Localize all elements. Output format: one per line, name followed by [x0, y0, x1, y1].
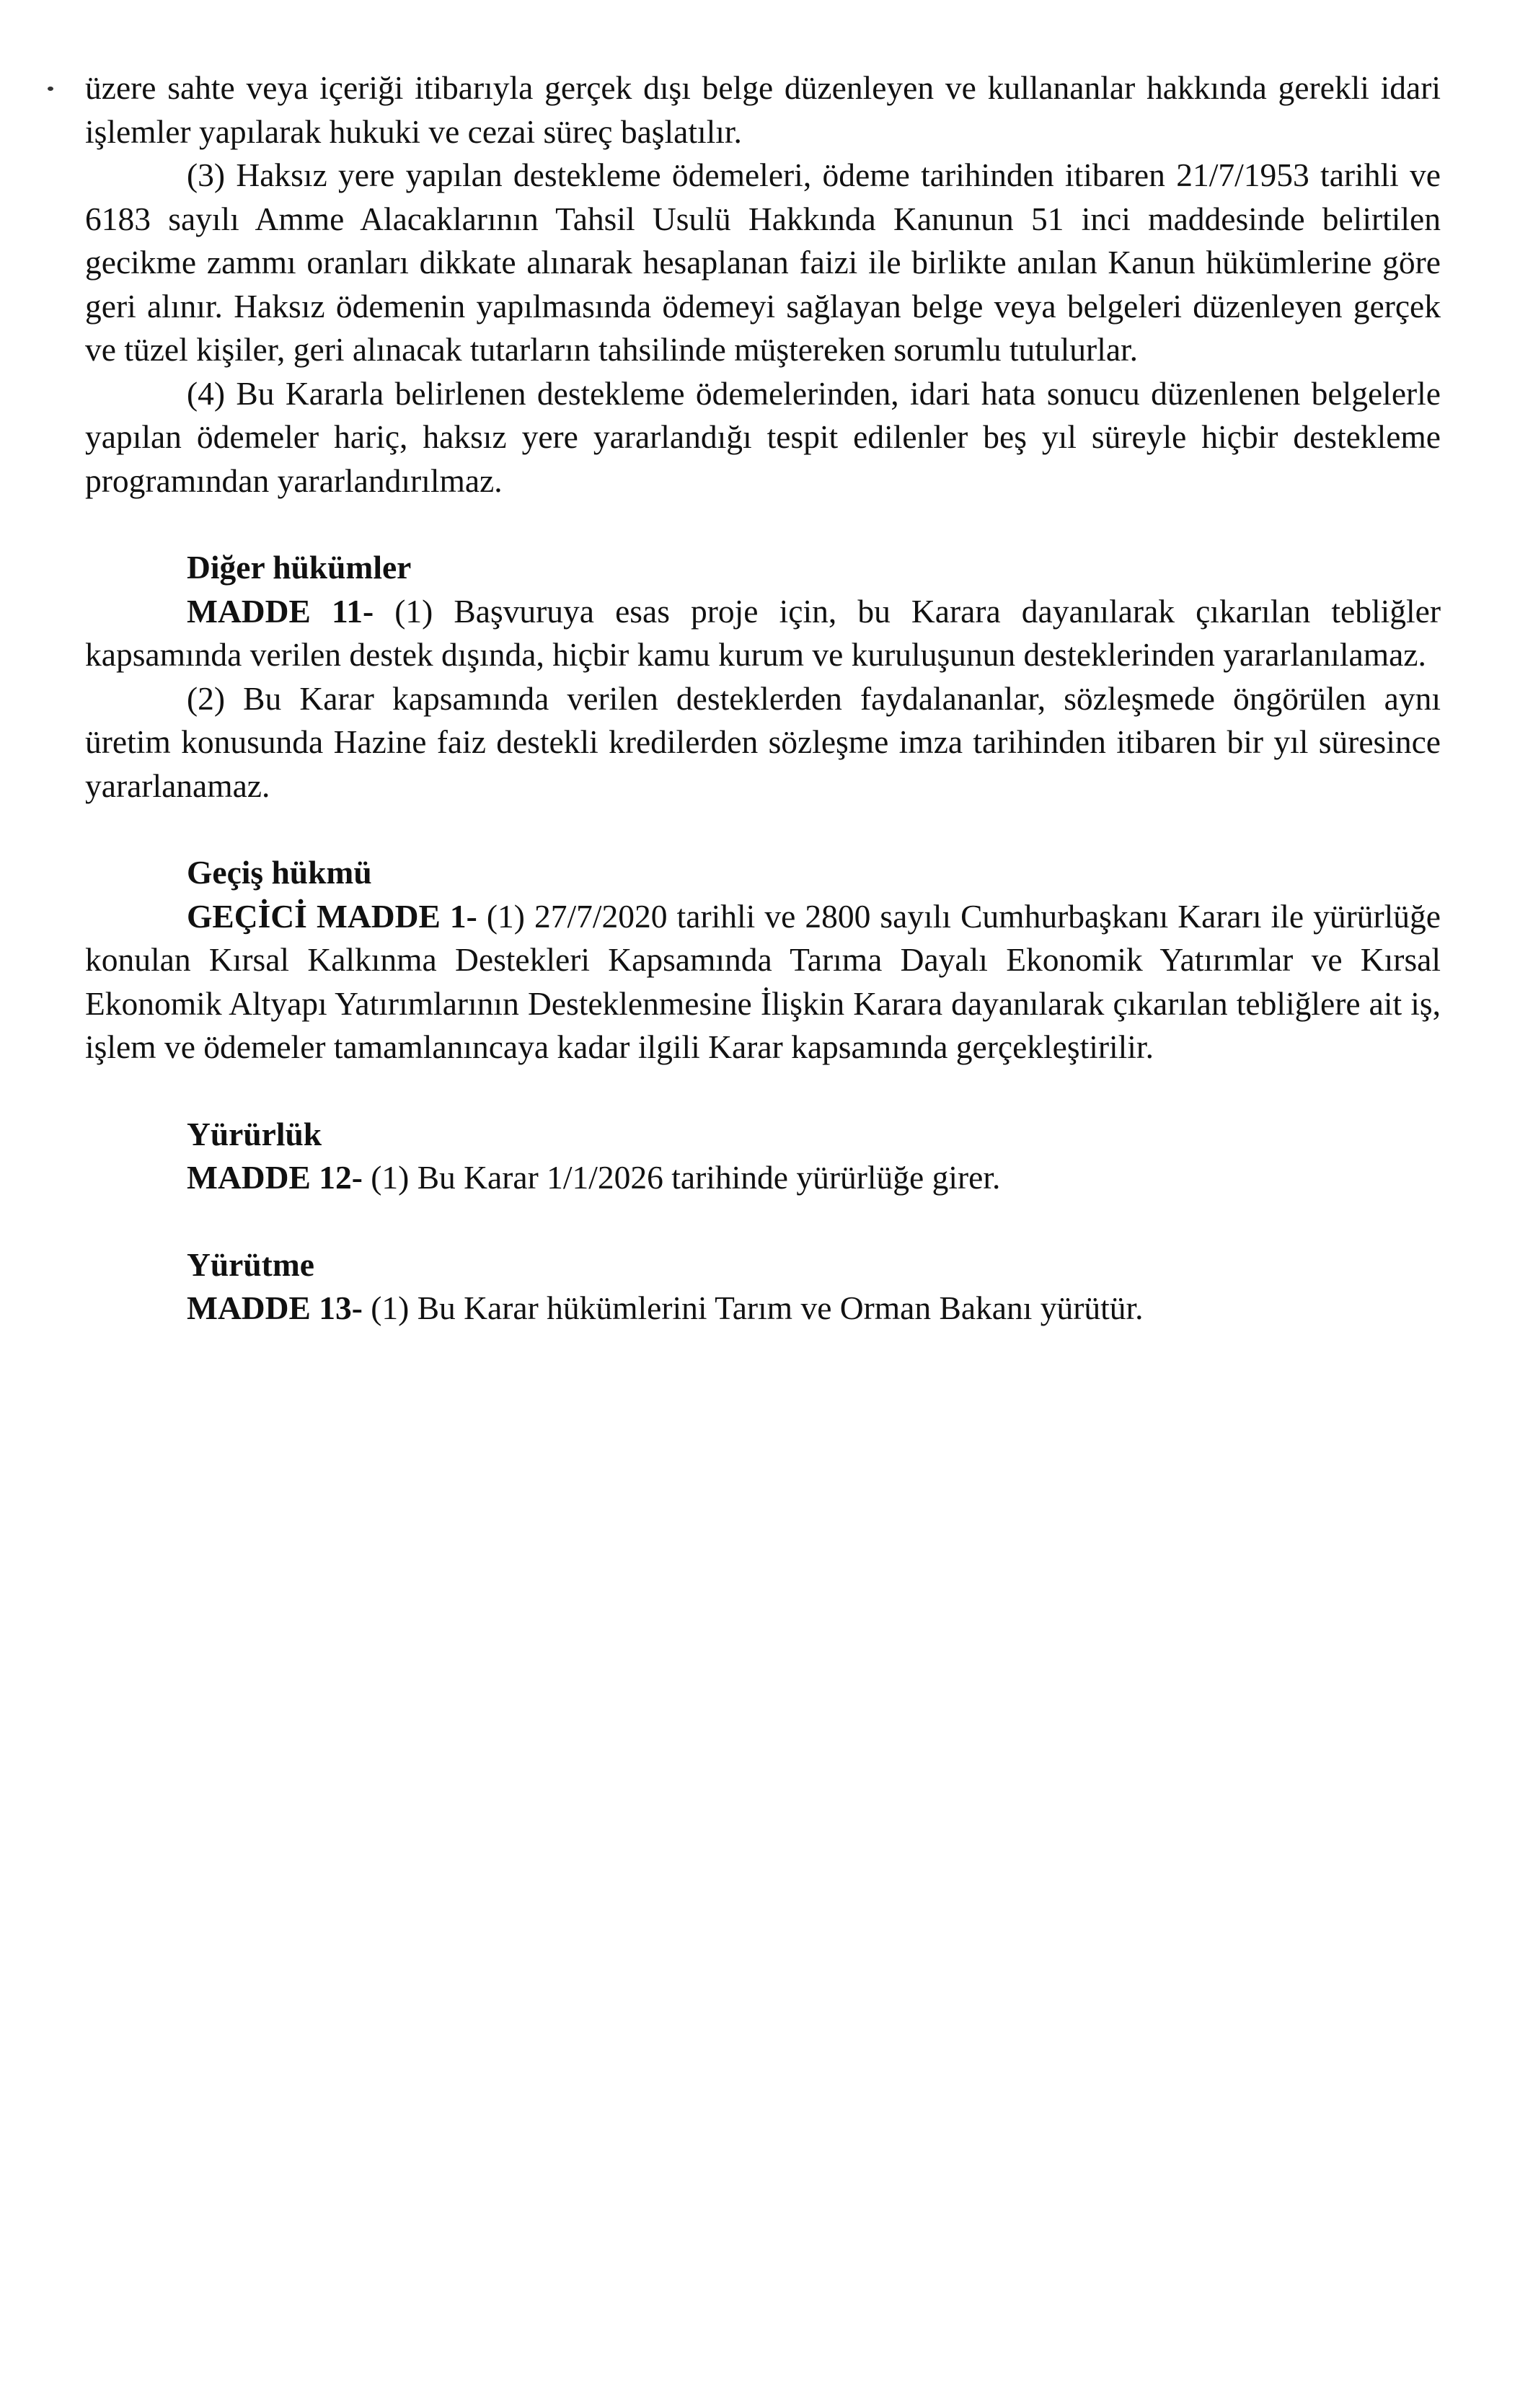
article-13: [85, 1287, 1441, 1331]
scan-artifact-mark: [48, 87, 53, 91]
paragraph-clause-4: (4) Bu Kararla belirlenen destekleme ödemelerinden, idari hata sonucu düzenlenen belgelerle yapılan ödemeler hariç, haksız yere yararlandığı tespit edilenler beş yıl süreyle hiçbir destekleme programından yararlandırılmaz.: [85, 374, 1441, 499]
section-heading-diger-hukumler: Diğer hükümler: [187, 549, 412, 586]
paragraph-continuation: üzere sahte veya içeriği itibarıyla gerçek dışı belge düzenleyen ve kullananlar hakkında gerekli idari işlemler yapılarak hukuki ve cezai süreç başlatılır.: [85, 69, 1441, 150]
article-11-label: MADDE 11-: [187, 592, 374, 630]
section-heading-gecis-hukmu: Geçiş hükmü: [187, 854, 372, 891]
section-heading-yurutme: Yürütme: [187, 1245, 314, 1283]
article-13-text: (1) Bu Karar hükümlerini Tarım ve Orman Bakanı yürütür.: [362, 1289, 1144, 1326]
document-body: [85, 66, 1441, 1331]
paragraph-clause-3: (3) Haksız yere yapılan destekleme ödemeleri, ödeme tarihinden itibaren 21/7/1953 tarihli ve 6183 sayılı Amme Alacaklarının Tahsil Usulü Hakkında Kanunun 51 inci maddesinde belirtilen gecikme zammı oranları dikkate alınarak hesaplanan faizi ile birlikte anılan Kanun hükümlerine göre geri alınır. Haksız ödemenin yapılmasında ödemeyi sağlayan belge veya belgeleri düzenleyen gerçek ve tüzel kişiler, geri alınacak tutarların tahsilinde müştereken sorumlu tutulurlar.: [85, 156, 1441, 368]
temporary-article-1: [85, 895, 1441, 1070]
temporary-article-1-label: GEÇİCİ MADDE 1-: [187, 897, 477, 935]
article-12-label: MADDE 12-: [187, 1159, 363, 1196]
section-heading-yururluk: Yürürlük: [187, 1115, 322, 1152]
temporary-article-1-text: (1) 27/7/2020 tarihli ve 2800 sayılı Cumhurbaşkanı Kararı ile yürürlüğe konulan Kırsal Kalkınma Destekleri Kapsamında Tarıma Dayalı Ekonomik Yatırımlar ve Kırsal Ekonomik Altyapı Yatırımlarının Desteklenmesine İlişkin Karara dayanılarak çıkarılan tebliğlere ait iş, işlem ve ödemeler tamamlanıncaya kadar ilgili Karar kapsamında gerçekleştirilir.: [85, 897, 1441, 1065]
article-11-clause-2: (2) Bu Karar kapsamında verilen desteklerden faydalananlar, sözleşmede öngörülen aynı üretim konusunda Hazine faiz destekli kredilerden sözleşme imza tarihinden itibaren bir yıl süresince yararlanamaz.: [85, 679, 1441, 804]
article-12: [85, 1156, 1441, 1200]
article-11-text: (1) Başvuruya esas proje için, bu Karara dayanılarak çıkarılan tebliğler kapsamında verilen destek dışında, hiçbir kamu kurum ve kuruluşunun desteklerinden yararlanılamaz.: [85, 592, 1441, 673]
article-13-label: MADDE 13-: [187, 1289, 363, 1326]
article-12-text: (1) Bu Karar 1/1/2026 tarihinde yürürlüğe girer.: [362, 1159, 1001, 1196]
article-11-clause-1: [85, 590, 1441, 677]
